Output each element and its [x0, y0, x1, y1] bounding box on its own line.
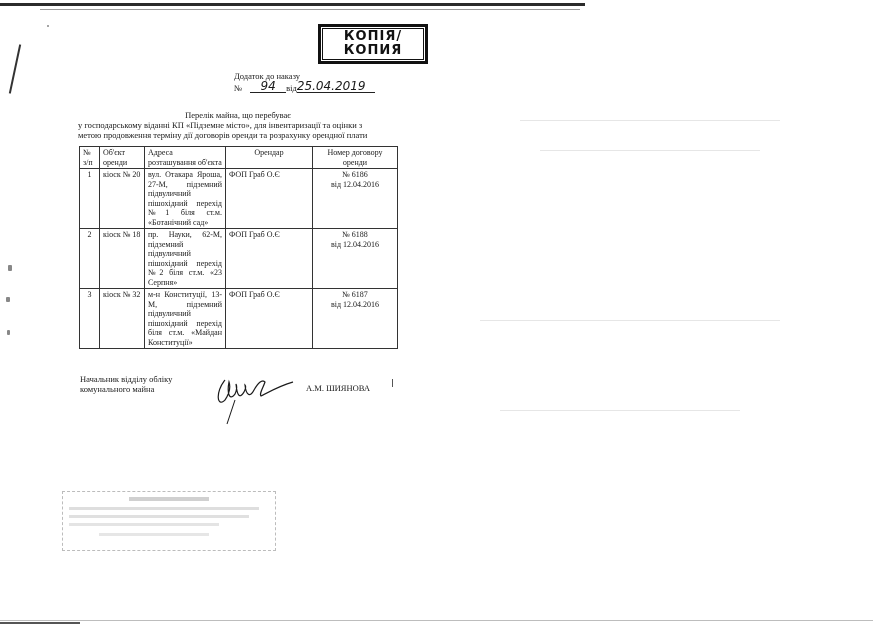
annex-date-label: від	[286, 83, 297, 93]
copy-stamp	[318, 24, 428, 64]
annex-heading: Додаток до наказу	[234, 71, 301, 81]
document-title	[78, 110, 378, 140]
margin-speck	[47, 25, 49, 27]
row-object: кіоск № 18	[100, 229, 145, 289]
row-contract	[313, 169, 398, 229]
row-num: 2	[80, 229, 100, 289]
table-row	[80, 289, 398, 349]
bleed-through-line	[500, 410, 740, 411]
table-header-row	[80, 147, 398, 169]
bleed-through-line	[540, 150, 760, 151]
copy-stamp-line-2: КОПИЯ	[343, 43, 403, 58]
table-row	[80, 169, 398, 229]
row-address: пр. Науки, 62-М, підземний підвуличний пішохідний перехід №2 біля ст.м. «23 Серпня»	[145, 229, 226, 289]
header-num: № з/п	[80, 147, 100, 169]
row-contract	[313, 289, 398, 349]
annex-reference	[234, 71, 375, 93]
row-num: 3	[80, 289, 100, 349]
scan-edge-bottom	[0, 620, 873, 621]
row-object: кіоск № 32	[100, 289, 145, 349]
margin-speck	[8, 265, 12, 271]
bleed-through-line	[480, 320, 780, 321]
copy-stamp-line-1: КОПІЯ/	[343, 29, 403, 44]
row-tenant: ФОП Граб О.Є	[226, 229, 313, 289]
faded-registration-stamp	[62, 491, 276, 551]
contract-number: № 6188	[342, 230, 368, 239]
copy-stamp-frame	[322, 28, 424, 60]
margin-speck	[7, 330, 10, 335]
annex-order-number: 94	[250, 81, 286, 93]
property-table	[79, 146, 398, 349]
signatory-position	[80, 374, 172, 394]
title-line-3: метою продовження терміну дії договорів оренди та розрахунку орендної плати	[78, 130, 368, 140]
row-contract	[313, 229, 398, 289]
position-line-2: комунального майна	[80, 384, 155, 394]
header-contract: Номер договору оренди	[313, 147, 398, 169]
contract-number: № 6187	[342, 290, 368, 299]
margin-tick	[392, 379, 393, 387]
title-line-1: Перелік майна, що перебуває	[185, 110, 291, 120]
header-object: Об'єкт оренди	[100, 147, 145, 169]
row-address: вул. Отакара Яроша, 27-М, підземний підвуличний пішохідний перехід №1 біля ст.м. «Ботанічний сад»	[145, 169, 226, 229]
signatory-name: А.М. ШИЯНОВА	[306, 383, 371, 393]
row-tenant: ФОП Граб О.Є	[226, 169, 313, 229]
faded-stamp-lines	[69, 495, 269, 545]
row-object: кіоск № 20	[100, 169, 145, 229]
scan-edge-line	[40, 9, 580, 10]
contract-number: № 6186	[342, 170, 368, 179]
header-address: Адреса розташування об'єкта	[145, 147, 226, 169]
position-line-1: Начальник відділу обліку	[80, 374, 173, 384]
bleed-through-line	[520, 120, 780, 121]
handwritten-signature	[213, 370, 297, 426]
margin-speck	[6, 297, 10, 302]
annex-no-label: №	[234, 83, 243, 93]
row-num: 1	[80, 169, 100, 229]
contract-date: від 12.04.2016	[330, 179, 380, 189]
annex-order-date: 25.04.2019	[297, 81, 375, 93]
row-address: м-н Конституції, 13-М, підземний підвуличний пішохідний перехід біля ст.м. «Майдан Конституції»	[145, 289, 226, 349]
annex-number-row	[234, 81, 375, 93]
contract-date: від 12.04.2016	[330, 299, 380, 309]
table-row	[80, 229, 398, 289]
scan-edge-top	[0, 3, 585, 6]
scan-mark-left	[9, 44, 21, 93]
title-line-2: у господарському віданні КП «Підземне місто», для інвентаризації та оцінки з	[78, 120, 363, 130]
contract-date: від 12.04.2016	[330, 239, 380, 249]
row-tenant: ФОП Граб О.Є	[226, 289, 313, 349]
header-tenant: Орендар	[226, 147, 313, 169]
